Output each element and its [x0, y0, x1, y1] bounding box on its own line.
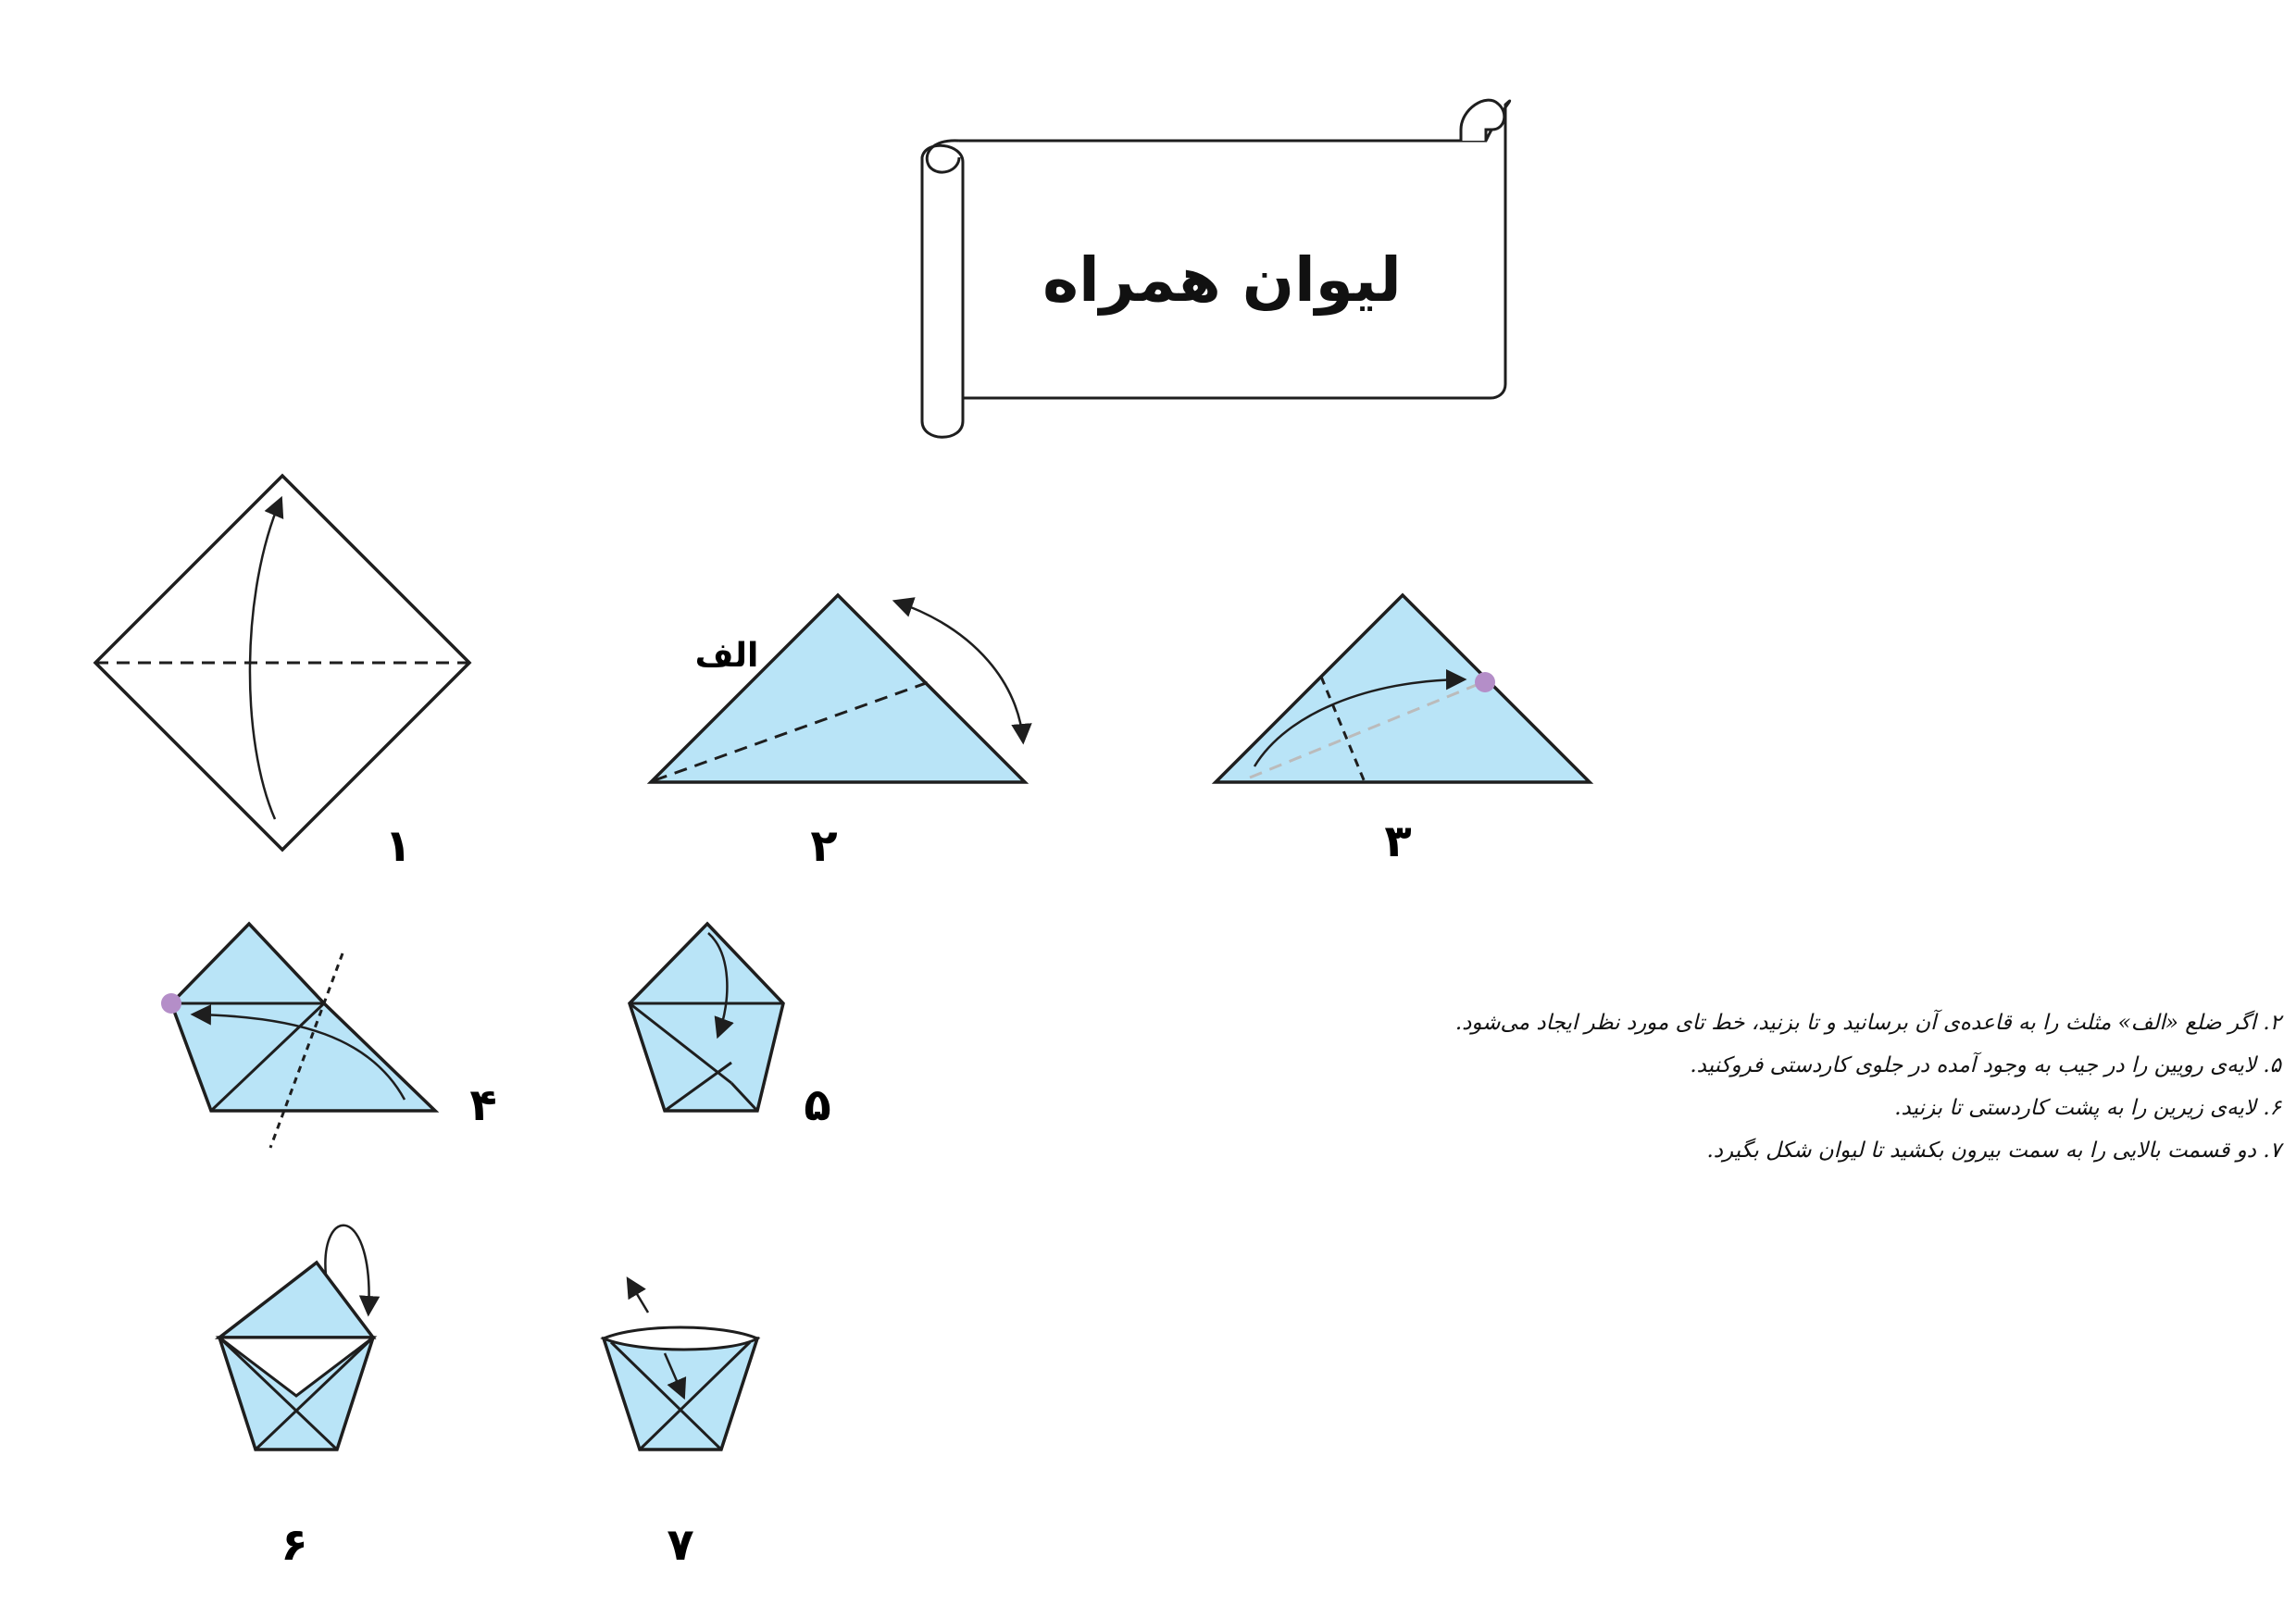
- step-number-3: ۳: [1384, 815, 1412, 867]
- pull-arrow-up: [629, 1280, 648, 1313]
- step-number-7: ۷: [667, 1519, 694, 1571]
- instructions-list: [1355, 1002, 2281, 1172]
- step-6-diagram: [219, 1226, 373, 1450]
- instruction-item: ۵. لایه‌ی رویین را در جیب به وجود آمده در جلوی کاردستی فروکنید.: [1690, 1053, 2281, 1077]
- step-number-5: ۵: [804, 1079, 831, 1131]
- edge-label: الف: [694, 637, 759, 675]
- instruction-item: ۶. لایه‌ی زیرین را به پشت کاردستی تا بزنید.: [1894, 1096, 2281, 1120]
- target-point-marker: [161, 993, 181, 1014]
- step-3-diagram: [1216, 595, 1590, 782]
- step-2-diagram: [651, 595, 1025, 782]
- step-1-diagram: [95, 476, 469, 850]
- instruction-item: ۲. اگر ضلع «الف» مثلث را به قاعده‌ی آن برسانید و تا بزنید، خط تای مورد نظر ایجاد می‌شود.: [1454, 1011, 2281, 1035]
- step-5-diagram: [630, 924, 783, 1111]
- page-title: لیوان همراه: [1042, 244, 1402, 316]
- step-4-diagram: [161, 924, 435, 1148]
- target-point-marker: [1475, 672, 1495, 692]
- step-7-diagram: [604, 1280, 757, 1450]
- instruction-item: ۷. دو قسمت بالایی را به سمت بیرون بکشید تا لیوان شکل بگیرد.: [1706, 1139, 2281, 1163]
- step-number-4: ۴: [469, 1079, 497, 1131]
- step-number-2: ۲: [810, 820, 838, 872]
- step-number-1: ۱: [384, 820, 412, 872]
- step-number-6: ۶: [281, 1519, 308, 1571]
